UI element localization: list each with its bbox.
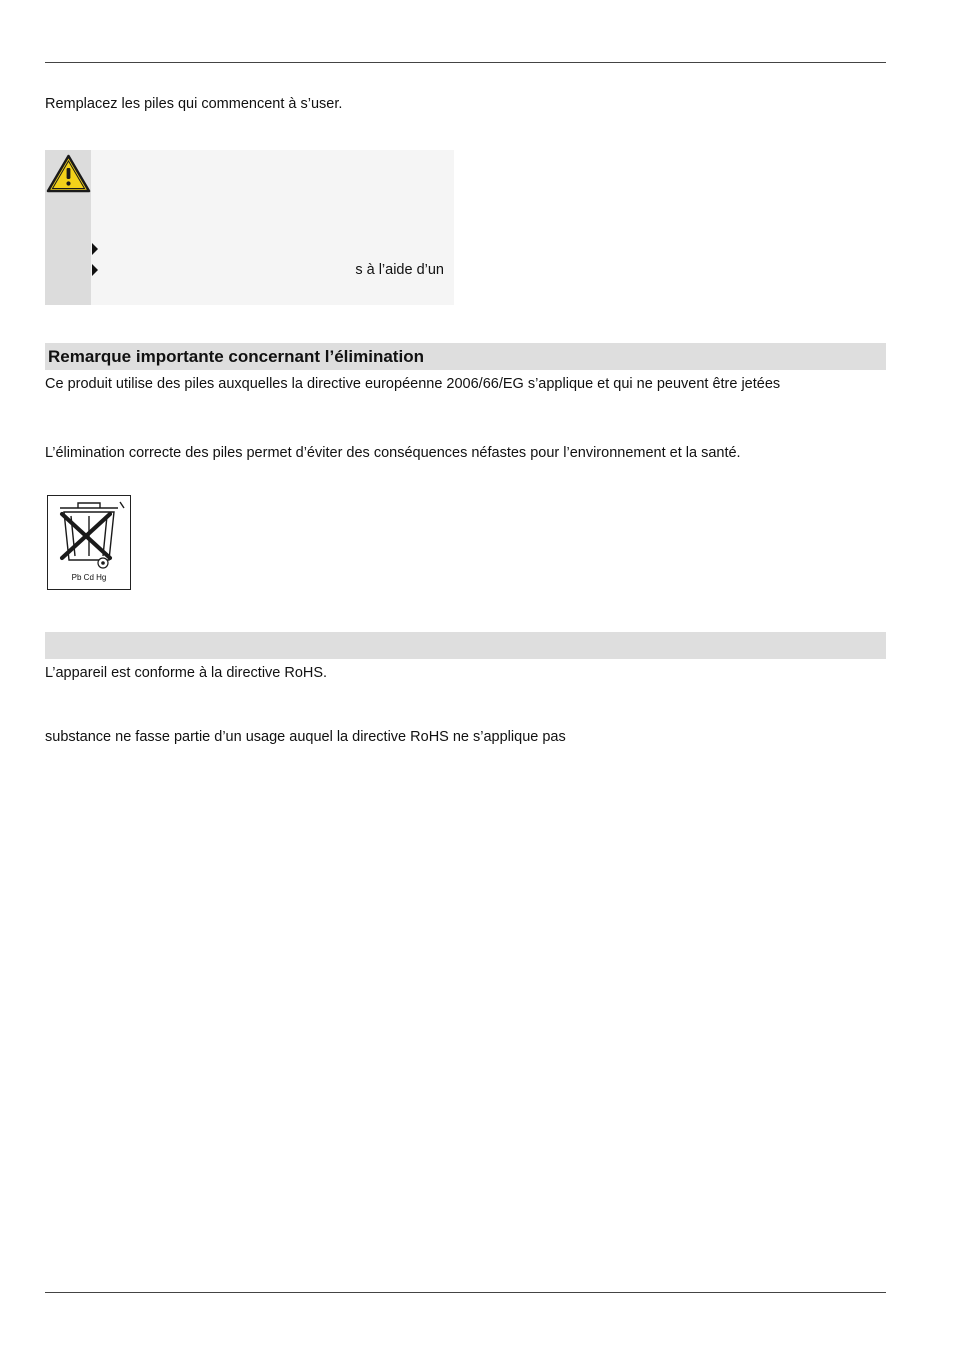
warning-icon-column: [45, 150, 91, 305]
footer-rule: [45, 1292, 886, 1293]
crossed-out-bin-symbol: [47, 495, 131, 590]
header-rule: [45, 62, 886, 63]
bullet-arrow-icon: [92, 243, 98, 255]
intro-text: Remplacez les piles qui commencent à s’user.: [45, 96, 343, 112]
disposal-paragraph-2: L’élimination correcte des piles permet d’éviter des conséquences néfastes pour l’environnement et la santé.: [45, 445, 741, 461]
warning-triangle-icon: [46, 154, 91, 194]
bullet-arrow-icon: [92, 264, 98, 276]
rohs-paragraph-1: L’appareil est conforme à la directive RoHS.: [45, 665, 328, 681]
rohs-heading-bar: [45, 632, 886, 659]
warning-item-2: s à l’aide d’un: [355, 262, 444, 278]
rohs-paragraph-2: substance ne fasse partie d’un usage auquel la directive RoHS ne s’applique pas: [45, 729, 566, 745]
bin-caption: Pb Cd Hg: [71, 573, 107, 582]
disposal-paragraph-1: Ce produit utilise des piles auxquelles la directive européenne 2006/66/EG s’applique et qui ne peuvent être jetées: [45, 376, 781, 392]
disposal-heading: Remarque importante concernant l’élimination: [48, 347, 424, 366]
disposal-heading-bar: [45, 343, 886, 370]
warning-box: [45, 150, 454, 305]
